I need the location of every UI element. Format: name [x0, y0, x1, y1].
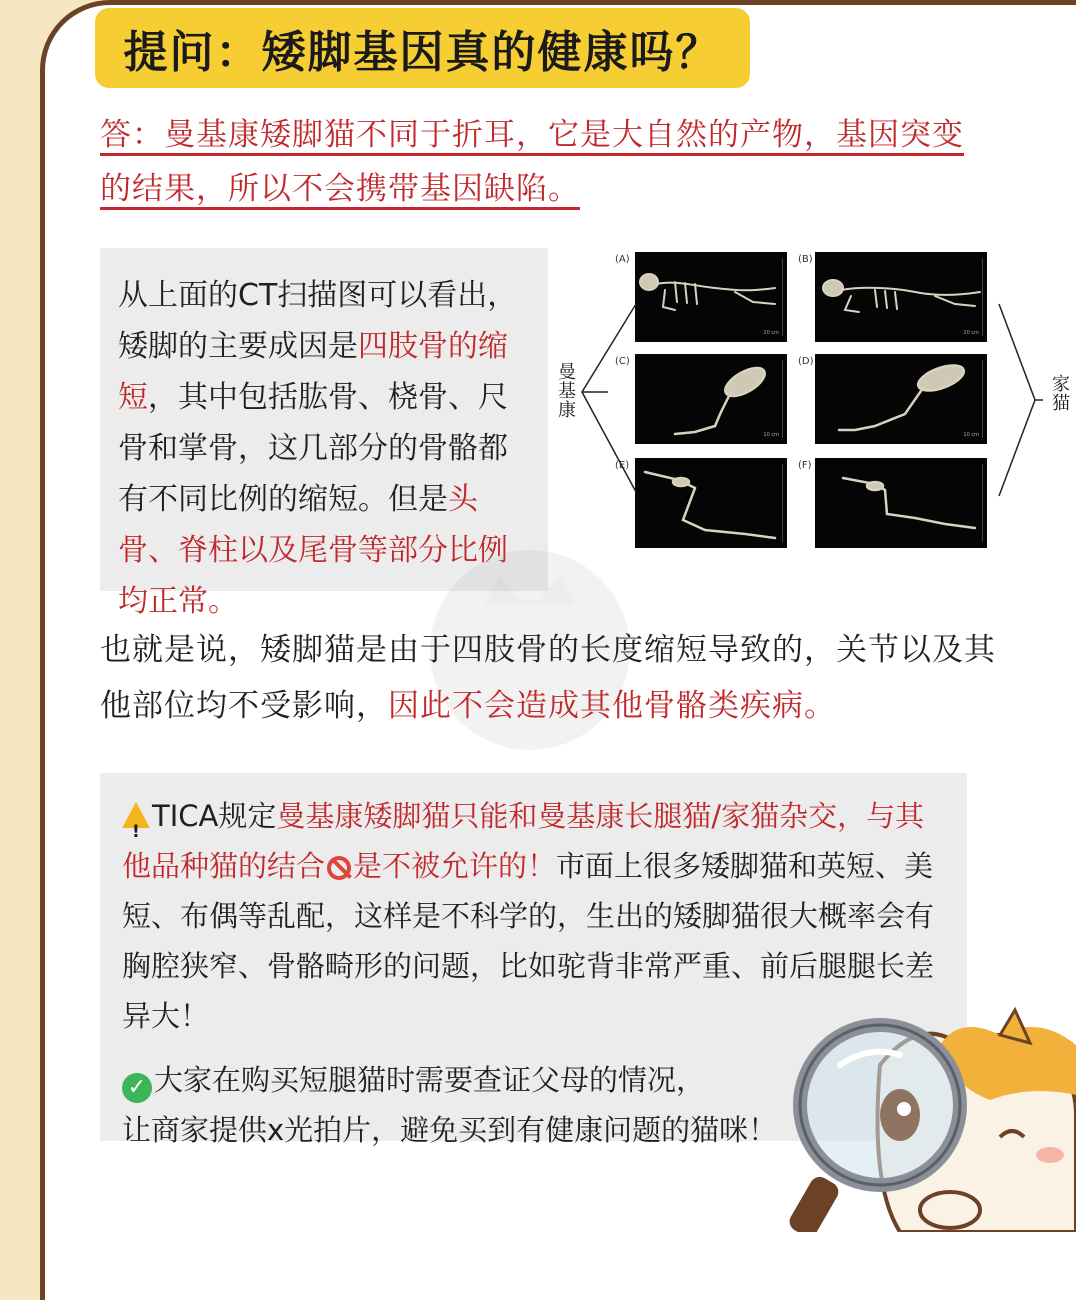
ct-panel-image-e: [635, 458, 787, 548]
advice-line-2: 让商家提供x光拍片，避免买到有健康问题的猫咪！: [122, 1113, 778, 1147]
ct-panel-scale-b: 20 cm: [963, 330, 979, 336]
answer-text: 答：曼基康矮脚猫不同于折耳，它是大自然的产物，基因突变的结果，所以不会携带基因缺陷。: [100, 117, 964, 207]
tica-not-allowed: 是不被允许的！: [353, 849, 557, 883]
ct-panel-image-a: [635, 252, 787, 342]
prohibited-icon: [327, 856, 351, 880]
summary-text: 也就是说，矮脚猫是由于四肢骨的长度缩短导致的，关节以及其他部位均不受影响，: [100, 632, 996, 724]
advice-line-1: 大家在购买短腿猫时需要查证父母的情况，: [154, 1063, 706, 1097]
ct-explanation-highlight-1: 四肢骨的缩短: [118, 329, 508, 415]
ct-panel-image-c: [635, 354, 787, 444]
tica-label: TICA规定: [152, 799, 277, 833]
ct-panel-label-e: (E): [615, 460, 630, 471]
warning-icon: [122, 802, 150, 828]
ct-panel-image-f: [815, 458, 987, 548]
ct-panel-scale-c: 10 cm: [763, 432, 779, 438]
ct-panel-label-c: (C): [615, 356, 630, 367]
tica-market-text: 市面上很多矮脚猫和英短、美短、布偶等乱配，这样是不科学的，生出的矮脚猫很大概率会有胸腔狭窄、骨骼畸形的问题，比如驼背非常严重、前后腿腿长差异大！: [122, 849, 935, 1033]
ct-panel-scale-a: 20 cm: [763, 330, 779, 336]
tica-rule-highlight: 曼基康矮脚猫只能和曼基康长腿猫/家猫杂交，与其他品种猫的结合: [122, 799, 925, 883]
ct-panel-scale-d: 10 cm: [963, 432, 979, 438]
summary-highlight: 因此不会造成其他骨骼类疾病。: [388, 688, 836, 724]
ct-explanation-box: [100, 248, 548, 619]
ct-panel-label-f: (F): [798, 460, 812, 471]
ct-panel-label-a: (A): [615, 254, 630, 265]
tica-rule-paragraph: [122, 791, 945, 1041]
domestic-cat-group-label: 家猫: [1049, 374, 1070, 412]
ct-panel-label-b: (B): [798, 254, 813, 265]
ct-panel-image-b: [815, 252, 987, 342]
left-bracket: [578, 300, 638, 500]
right-bracket: [995, 300, 1045, 500]
page-title: 提问：矮脚基因真的健康吗？: [95, 8, 750, 88]
munchkin-group-label: 曼基康: [555, 362, 576, 419]
ct-panel-image-d: [815, 354, 987, 444]
ct-explanation-highlight-2: 头骨、脊柱以及尾骨等部分比例均正常。: [118, 482, 508, 619]
ct-panel-label-d: (D): [798, 356, 814, 367]
cat-mascot-magnifier-icon: [700, 1005, 1076, 1232]
ct-explanation-text-1: 从上面的CT扫描图可以看出，矮脚的主要成因是: [118, 278, 518, 364]
ct-explanation-text-2: ，其中包括肱骨、桡骨、尺骨和掌骨，这几部分的骨骼都有不同比例的缩短。但是: [118, 380, 508, 517]
summary-paragraph: [100, 622, 1000, 734]
check-icon: ✓: [122, 1073, 152, 1103]
